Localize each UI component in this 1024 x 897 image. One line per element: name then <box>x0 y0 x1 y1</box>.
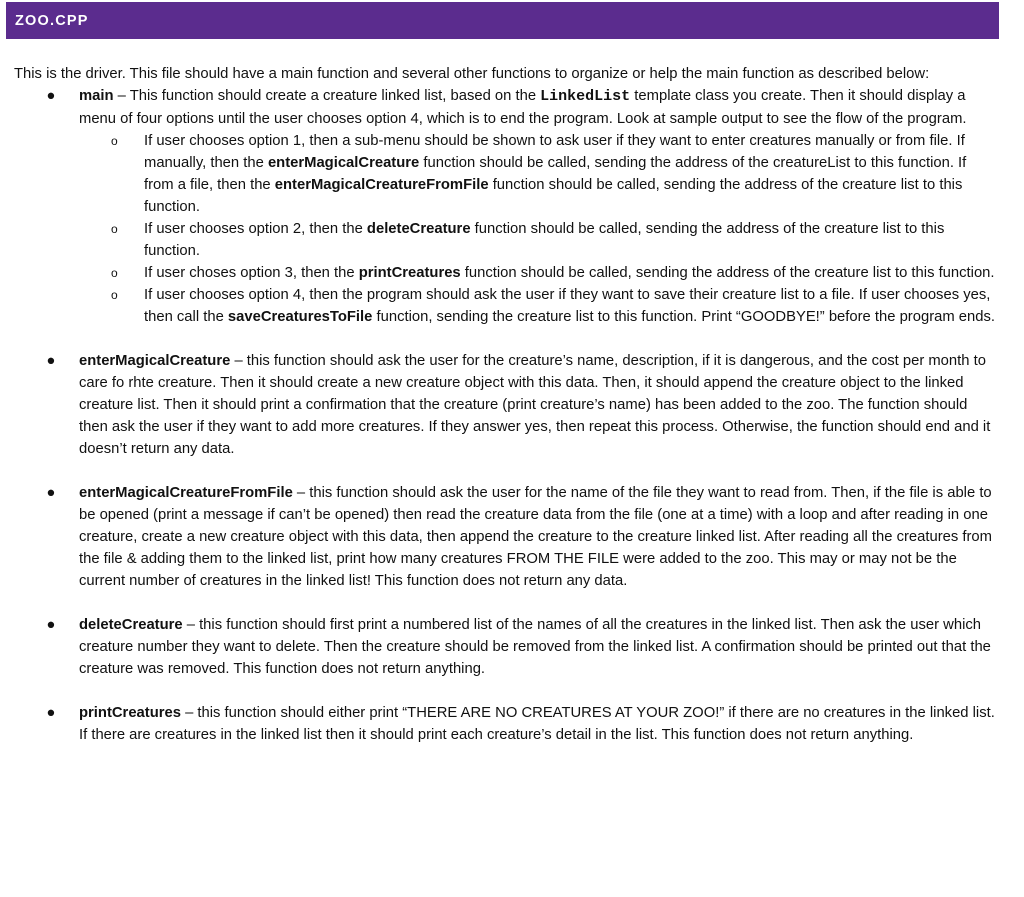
sub-text: If user choses option 3, then the <box>144 265 359 281</box>
document-body <box>14 63 999 746</box>
bullet-icon: ● <box>46 485 56 501</box>
section-header-bar <box>6 2 999 39</box>
sub-text: If user chooses option 4, then the program should ask the user if they want to save their creature list to a file. If user chooses yes, then call the <box>144 287 991 325</box>
intro-paragraph: This is the driver. This file should have a main function and several other functions to organize or help the main function as described below: <box>14 66 930 82</box>
function-name-ref: enterMagicalCreature <box>267 155 420 171</box>
function-name-ref: enterMagicalCreatureFromFile <box>274 177 489 193</box>
sub-text: function should be called, sending the address of the creature list to this function. <box>460 265 995 281</box>
sub-text: function should be called, sending the address of the creatureList to this function. If from a file, then the <box>144 155 967 193</box>
item-text: – this function should ask the user for the creature’s name, description, if it is dangerous, and the cost per month to care fo rhte creature. Then it should create a new creature object with this data. Then, it should append the creature object to the linked creature list. Then it should print a confirmation that the creature (print creature’s name) has been added to the zoo. The function should then ask the user if they want to add more creatures. If they answer yes, then repeat this process. Otherwise, the function should end and it doesn’t return any data. <box>79 353 991 457</box>
sublist-item-option-4 <box>79 284 999 328</box>
function-name: enterMagicalCreatureFromFile <box>79 485 293 501</box>
function-name-ref: saveCreaturesToFile <box>227 309 373 325</box>
circle-bullet-icon: o <box>111 134 118 148</box>
sublist-item-option-2 <box>79 218 999 262</box>
sub-text: function should be called, sending the address of the creature list to this function. <box>144 177 963 215</box>
function-name: deleteCreature <box>79 617 183 633</box>
circle-bullet-icon: o <box>111 266 118 280</box>
function-list <box>14 85 999 746</box>
item-text: template class you create. Then it should display a menu of four options until the user chooses option 4, which is to end the program. Look at sample output to see the flow of the program. <box>79 88 967 127</box>
function-name-ref: deleteCreature <box>366 221 471 237</box>
sub-text: If user chooses option 2, then the <box>144 221 367 237</box>
function-name: enterMagicalCreature <box>79 353 231 369</box>
item-text: – this function should ask the user for the name of the file they want to read from. Then, if the file is able to be opened (print a message if can’t be opened) then read the creature data from the file (one at a time) with a loop and after reading in one creature, create a new creature object with this data, then append the creature to the creature linked list. After reading all the creatures from the file & adding them to the linked list, print how many creatures FROM THE FILE were added to the zoo. This may or may not be the current number of creatures in the linked list! This function does not return any data. <box>79 485 992 589</box>
function-name: printCreatures <box>79 705 181 721</box>
bullet-icon: ● <box>46 705 56 721</box>
function-name-main: main <box>79 88 114 104</box>
circle-bullet-icon: o <box>111 288 118 302</box>
list-item-enter-magical-creature-from-file <box>14 482 999 592</box>
bullet-icon: ● <box>46 353 56 369</box>
item-text: – this function should either print “THERE ARE NO CREATURES AT YOUR ZOO!” if there are no creatures in the linked list. If there are creatures in the linked list then it should print each creature’s detail in the list. This function does not return anything. <box>79 705 995 743</box>
sublist-item-option-1 <box>79 130 999 218</box>
list-item-delete-creature <box>14 614 999 680</box>
sub-text: function, sending the creature list to this function. Print “GOODBYE!” before the program ends. <box>372 309 995 325</box>
item-text: – This function should create a creature linked list, based on the <box>113 88 541 104</box>
item-text: – this function should first print a numbered list of the names of all the creatures in the linked list. Then ask the user which creature number they want to delete. Then the creature should be removed from the linked list. A confirmation should be printed out that the creature was removed. This function does not return anything. <box>79 617 991 677</box>
function-name-ref: printCreatures <box>358 265 461 281</box>
option-sublist <box>79 130 999 328</box>
sub-text: If user chooses option 1, then a sub-menu should be shown to ask user if they want to enter creatures manually or from file. If manually, then the <box>144 133 965 171</box>
item-paragraph <box>79 88 967 127</box>
sublist-item-option-3 <box>79 262 999 284</box>
list-item-main <box>14 85 999 328</box>
sub-text: function should be called, sending the address of the creature list to this function. <box>144 221 945 259</box>
circle-bullet-icon: o <box>111 222 118 236</box>
list-item-enter-magical-creature <box>14 350 999 460</box>
bullet-icon: ● <box>46 617 56 633</box>
section-title: ZOO.CPP <box>15 12 89 29</box>
code-linkedlist: LinkedList <box>540 88 631 105</box>
bullet-icon: ● <box>46 88 56 104</box>
list-item-print-creatures <box>14 702 999 746</box>
